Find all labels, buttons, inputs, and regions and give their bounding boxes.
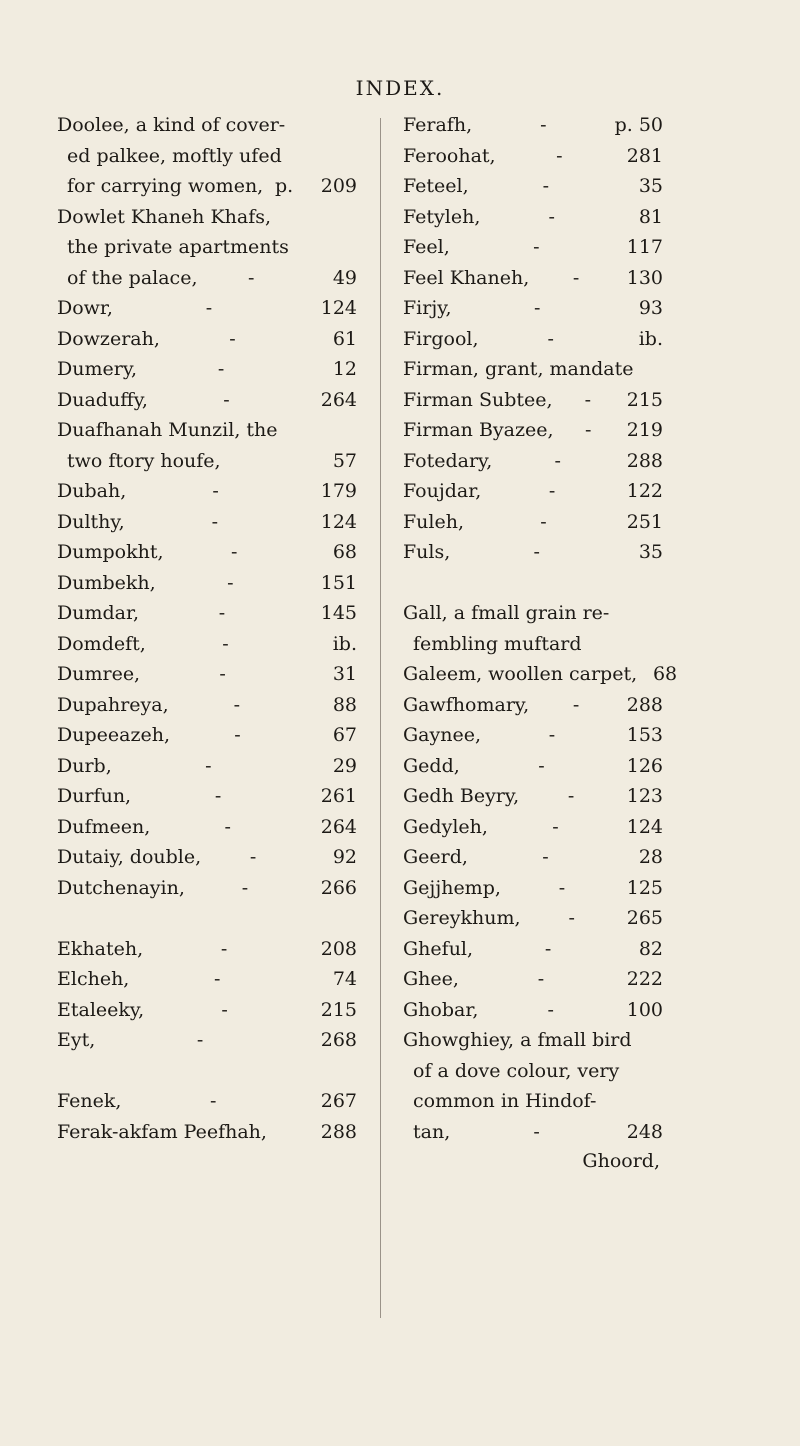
- entry-dash: -: [221, 998, 228, 1021]
- entry-dash: -: [241, 876, 249, 899]
- entry-dash: -: [213, 968, 221, 990]
- entry-dash: -: [533, 236, 540, 258]
- entry-page-number: 124: [320, 297, 357, 319]
- entry-page-number: 215: [626, 388, 663, 411]
- entry-page-number: 74: [332, 968, 357, 990]
- entry-page-number: 266: [320, 876, 357, 899]
- entry-page-number: 93: [638, 297, 663, 319]
- entry-dash: -: [548, 480, 556, 502]
- entry-dash: -: [211, 510, 219, 533]
- entry-dash: -: [542, 175, 550, 197]
- entry-term: Elcheh,: [57, 968, 130, 990]
- entry-term: Fuls,: [403, 541, 451, 563]
- entry-term: Foujdar,: [403, 480, 482, 502]
- entry-term: fembling muftard: [413, 632, 582, 655]
- entry-term: Gheful,: [403, 937, 474, 960]
- index-entry: [403, 816, 663, 847]
- entry-term: Firgool,: [403, 327, 479, 350]
- index-entry: [57, 328, 357, 359]
- entry-page-number: 88: [332, 693, 357, 716]
- entry-page-number: 67: [332, 724, 357, 746]
- entry-term: Dutchenayin,: [57, 876, 185, 899]
- entry-page-number: 145: [320, 602, 357, 624]
- entry-term: Dowzerah,: [57, 327, 160, 350]
- index-entry: [57, 968, 357, 999]
- entry-term: Fenek,: [57, 1090, 122, 1112]
- entry-page-number: 288: [626, 693, 663, 716]
- entry-dash: -: [210, 1090, 217, 1112]
- index-entry: [57, 1090, 357, 1121]
- index-entry: [403, 755, 663, 786]
- entry-dash: -: [248, 266, 255, 289]
- entry-term: Dumree,: [57, 663, 141, 685]
- entry-term: Feel Khaneh,: [403, 266, 530, 289]
- entry-dash: -: [534, 297, 541, 319]
- entry-term: Feteel,: [403, 175, 469, 197]
- entry-term: Dupeeazeh,: [57, 724, 170, 746]
- index-entry: [403, 877, 663, 908]
- entry-dash: -: [548, 205, 555, 228]
- index-entry: [403, 450, 663, 481]
- index-entry: [57, 236, 357, 267]
- entry-dash: -: [540, 510, 547, 533]
- entry-dash: -: [556, 144, 563, 167]
- entry-term: Gedd,: [403, 754, 460, 777]
- entry-dash: -: [542, 846, 549, 868]
- entry-term: Dumery,: [57, 358, 138, 380]
- index-gap: [57, 907, 357, 938]
- entry-dash: -: [547, 998, 554, 1021]
- index-entry: [403, 358, 663, 389]
- entry-page-number: 209: [320, 175, 357, 197]
- entry-page-number: 31: [332, 663, 357, 685]
- index-entry: [403, 1121, 663, 1152]
- index-entry: [57, 938, 357, 969]
- entry-page-number: 261: [320, 785, 357, 807]
- index-entry: [403, 511, 663, 542]
- entry-dash: -: [533, 1120, 540, 1143]
- entry-term: Etaleeky,: [57, 998, 145, 1021]
- entry-dash: -: [205, 297, 213, 319]
- entry-term: Ghowghiey, a fmall bird: [403, 1029, 632, 1051]
- entry-term: common in Hindof-: [413, 1090, 597, 1112]
- entry-term: the private apartments: [67, 236, 289, 258]
- entry-dash: -: [227, 571, 234, 594]
- entry-dash: -: [548, 724, 556, 746]
- entry-dash: -: [214, 785, 222, 807]
- right-column: [403, 114, 678, 1151]
- entry-page-number: 264: [320, 815, 357, 838]
- entry-dash: -: [558, 876, 566, 899]
- index-entry: [403, 907, 663, 938]
- entry-term: tan,: [413, 1120, 451, 1143]
- entry-term: Gaynee,: [403, 724, 482, 746]
- index-entry: [57, 267, 357, 298]
- left-column: [57, 114, 357, 1151]
- entry-page-number: 82: [638, 937, 663, 960]
- entry-term: Durb,: [57, 754, 112, 777]
- entry-dash: -: [218, 602, 226, 624]
- entry-page-number: ib.: [332, 632, 357, 655]
- index-entry: [403, 724, 663, 755]
- entry-dash: -: [533, 541, 540, 563]
- index-entry: [403, 1060, 663, 1091]
- entry-term: Dutaiy, double,: [57, 846, 202, 868]
- entry-dash: -: [222, 632, 229, 655]
- entry-page-number: 92: [332, 846, 357, 868]
- index-entry: [403, 175, 663, 206]
- entry-term: Ghee,: [403, 968, 459, 990]
- index-entry: [57, 663, 357, 694]
- entry-page-number: 12: [332, 358, 357, 380]
- index-entry: [403, 297, 663, 328]
- index-entry: [57, 114, 357, 145]
- entry-term: Ghobar,: [403, 998, 479, 1021]
- index-entry: [57, 358, 357, 389]
- entry-term: Dowlet Khaneh Khafs,: [57, 205, 272, 228]
- entry-dash: p.: [275, 175, 294, 197]
- entry-page-number: 124: [626, 815, 663, 838]
- index-entry: [57, 846, 357, 877]
- index-entry: [403, 419, 663, 450]
- entry-term: Duafhanah Munzil, the: [57, 419, 278, 441]
- entry-dash: -: [554, 449, 561, 472]
- index-entry: [57, 602, 357, 633]
- entry-dash: -: [234, 724, 241, 746]
- entry-page-number: 117: [626, 236, 663, 258]
- index-entry: [403, 633, 663, 664]
- entry-term: Gedyleh,: [403, 815, 488, 838]
- entry-term: ed palkee, moftly ufed: [67, 144, 282, 167]
- entry-dash: -: [572, 266, 580, 289]
- entry-page-number: 208: [320, 937, 357, 960]
- entry-dash: -: [231, 541, 238, 563]
- index-entry: [57, 572, 357, 603]
- entry-page-number: 265: [626, 907, 663, 929]
- entry-page-number: 248: [626, 1120, 663, 1143]
- entry-page-number: 61: [332, 327, 357, 350]
- entry-term: Gejjhemp,: [403, 876, 501, 899]
- entry-page-number: 28: [638, 846, 663, 868]
- entry-term: Firjy,: [403, 297, 452, 319]
- index-entry: [403, 785, 663, 816]
- column-divider: [380, 118, 381, 1318]
- entry-term: two ftory houfe,: [67, 449, 221, 472]
- entry-page-number: 251: [626, 510, 663, 533]
- entry-page-number: 29: [332, 754, 357, 777]
- index-entry: [57, 816, 357, 847]
- index-entry: [403, 114, 663, 145]
- entry-term: Durfun,: [57, 785, 132, 807]
- entry-dash: -: [537, 968, 545, 990]
- entry-dash: -: [229, 327, 236, 350]
- entry-page-number: 57: [332, 449, 357, 472]
- entry-term: Fotedary,: [403, 449, 493, 472]
- index-entry: [57, 175, 357, 206]
- entry-term: Dumdar,: [57, 602, 140, 624]
- index-gap: [57, 1060, 357, 1091]
- entry-page-number: 100: [626, 998, 663, 1021]
- index-gap: [403, 572, 663, 603]
- entry-dash: -: [547, 327, 554, 350]
- entry-page-number: 35: [638, 541, 663, 563]
- page-header: INDEX.: [355, 76, 445, 100]
- entry-page-number: 179: [320, 480, 357, 502]
- entry-term: Ferafh,: [403, 114, 473, 136]
- index-entry: [403, 541, 663, 572]
- entry-term: Feroohat,: [403, 144, 496, 167]
- entry-term: Dupahreya,: [57, 693, 169, 716]
- entry-term: Firman Subtee,: [403, 388, 553, 411]
- entry-term: of the palace,: [67, 266, 198, 289]
- entry-page-number: 281: [626, 144, 663, 167]
- entry-dash: -: [249, 846, 257, 868]
- index-entry: [57, 480, 357, 511]
- index-entry: [403, 145, 663, 176]
- entry-dash: -: [224, 815, 231, 838]
- index-entry: [57, 1029, 357, 1060]
- entry-dash: -: [544, 937, 552, 960]
- index-entry: [403, 999, 663, 1030]
- entry-dash: -: [217, 358, 225, 380]
- index-entry: [57, 419, 357, 450]
- entry-page-number: 126: [626, 754, 663, 777]
- entry-page-number: 264: [320, 388, 357, 411]
- index-entry: [57, 633, 357, 664]
- index-entry: [57, 511, 357, 542]
- index-entry: [403, 480, 663, 511]
- entry-dash: -: [540, 114, 547, 136]
- entry-page-number: 153: [626, 724, 663, 746]
- entry-dash: -: [196, 1029, 204, 1051]
- index-entry: [403, 663, 678, 694]
- index-entry: [403, 389, 663, 420]
- entry-page-number: 151: [320, 571, 357, 594]
- entry-page-number: 267: [320, 1090, 357, 1112]
- entry-page-number: 124: [320, 510, 357, 533]
- entry-term: Ferak-akfam Peefhah,: [57, 1120, 267, 1143]
- index-entry: [403, 328, 663, 359]
- entry-term: Dowr,: [57, 297, 113, 319]
- index-entry: [57, 541, 357, 572]
- index-entry: [57, 145, 357, 176]
- entry-page-number: 35: [638, 175, 663, 197]
- entry-page-number: 81: [638, 205, 663, 228]
- entry-dash: -: [585, 419, 592, 441]
- entry-term: Firman, grant, mandate: [403, 358, 634, 380]
- index-entry: [57, 755, 357, 786]
- entry-term: Dulthy,: [57, 510, 125, 533]
- index-entry: [57, 206, 357, 237]
- index-entry: [57, 999, 357, 1030]
- entry-dash: -: [572, 693, 580, 716]
- entry-term: Firman Byazee,: [403, 419, 554, 441]
- entry-term: Geerd,: [403, 846, 468, 868]
- entry-term: Feel,: [403, 236, 450, 258]
- index-entry: [57, 450, 357, 481]
- entry-page-number: ib.: [638, 327, 663, 350]
- entry-term: Dufmeen,: [57, 815, 151, 838]
- entry-page-number: 68: [332, 541, 357, 563]
- entry-dash: -: [220, 937, 228, 960]
- entry-term: Fuleh,: [403, 510, 465, 533]
- entry-term: Gereykhum,: [403, 907, 521, 929]
- index-entry: [403, 236, 663, 267]
- entry-page-number: 288: [626, 449, 663, 472]
- entry-page-number: 49: [332, 266, 357, 289]
- entry-dash: -: [584, 388, 591, 411]
- index-entry: [403, 846, 663, 877]
- entry-page-number: p. 50: [614, 114, 663, 136]
- entry-term: Gawfhomary,: [403, 693, 530, 716]
- entry-page-number: 215: [320, 998, 357, 1021]
- index-entry: [403, 938, 663, 969]
- entry-term: Dumbekh,: [57, 571, 156, 594]
- index-entry: [403, 968, 663, 999]
- entry-page-number: 222: [626, 968, 663, 990]
- entry-term: Eyt,: [57, 1029, 96, 1051]
- entry-term: for carrying women,: [67, 175, 264, 197]
- entry-page-number: 288: [320, 1120, 357, 1143]
- entry-term: Galeem, woollen carpet,: [403, 663, 638, 685]
- index-entry: [403, 267, 663, 298]
- index-entry: [57, 297, 357, 328]
- index-entry: [57, 389, 357, 420]
- entry-term: of a dove colour, very: [413, 1059, 620, 1082]
- index-entry: [57, 724, 357, 755]
- entry-term: Dubah,: [57, 480, 127, 502]
- entry-dash: -: [219, 663, 226, 685]
- entry-term: Gedh Beyry,: [403, 785, 520, 807]
- index-entry: [403, 602, 663, 633]
- entry-page-number: 122: [626, 480, 663, 502]
- entry-page-number: 123: [626, 785, 663, 807]
- index-entry: [57, 1121, 357, 1152]
- entry-term: Domdeft,: [57, 632, 146, 655]
- index-entry: [57, 694, 357, 725]
- entry-page-number: 268: [320, 1029, 357, 1051]
- entry-dash: -: [205, 754, 212, 777]
- entry-term: Duaduffy,: [57, 388, 148, 411]
- entry-dash: -: [568, 907, 575, 929]
- entry-page-number: 130: [626, 266, 663, 289]
- index-entry: [57, 877, 357, 908]
- catchword: [520, 1150, 660, 1181]
- entry-dash: -: [538, 754, 545, 777]
- entry-term: Doolee, a kind of cover-: [57, 114, 286, 136]
- index-entry: [403, 694, 663, 725]
- entry-dash: -: [552, 815, 559, 838]
- entry-term: Gall, a fmall grain re-: [403, 602, 610, 624]
- entry-dash: -: [567, 785, 575, 807]
- entry-dash: -: [223, 388, 230, 411]
- index-entry: [403, 1029, 663, 1060]
- index-entry: [403, 206, 663, 237]
- index-entry: [57, 785, 357, 816]
- catchword-text: Ghoord,: [582, 1150, 660, 1172]
- entry-term: Fetyleh,: [403, 205, 481, 228]
- entry-page-number: 125: [626, 876, 663, 899]
- index-entry: [403, 1090, 663, 1121]
- entry-dash: -: [233, 693, 241, 716]
- entry-term: Ekhateh,: [57, 937, 144, 960]
- entry-page-number: 68: [652, 663, 678, 685]
- entry-page-number: 219: [626, 419, 663, 441]
- entry-term: Dumpokht,: [57, 541, 164, 563]
- entry-dash: -: [212, 480, 219, 502]
